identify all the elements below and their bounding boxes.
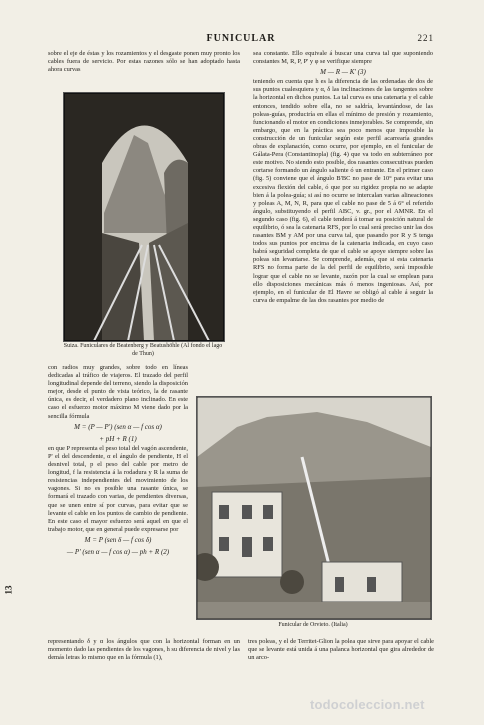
funicular-tunnel-photo: [63, 92, 225, 342]
tunnel-illustration: [64, 93, 224, 341]
paragraph: representando δ y α los ángulos que con la horizontal forman en un momento dado las pendientes de los vagones, h su diferencia de nivel y las demás letras lo mismo que en la fórmula (1),: [48, 638, 240, 662]
paragraph: sobre el eje de éstas y los rozamientos y el desgaste ponen muy pronto los cables fuera de servicio. Por estas razones sólo se han adoptado hasta ahora curvas: [48, 50, 240, 74]
orvieto-funicular-photo: [196, 396, 432, 620]
page-header: [48, 33, 434, 47]
paragraph: sea constante. Ello equivale á buscar una curva tal que suponiendo constantes M, R, P, P' y φ se verifique siempre: [253, 50, 433, 66]
formula-1-line-1: M = (P — P') (sen α — f cos α): [74, 422, 162, 431]
paragraph: en que P representa el peso total del vagón ascendente, P' el del descendente, α el ángulo de pendiente, H el desnivel total, p el peso del cable por metro de longitud, f la resistencia á la rodadura y R la suma de resistencias independientes del movimiento de los vagones. Si no es posible una rasante única, se formará el trazado con varias, de pendientes diversas, que se unen entre sí por curvas, para evitar que se levante el cable en los puntos de cambio de pendiente. En este caso el mayor esfuerzo será aquel en que el trabajo motor, que en general puede expresarse por: [48, 444, 188, 533]
right-column-bottom: [248, 638, 434, 662]
formula-2-line-1: M = P (sen δ — f cos δ): [84, 535, 152, 544]
page-title: FUNICULAR: [206, 33, 276, 44]
figure-caption-1: Suiza. Funiculares de Beatenberg y Beatushöhle (Al fondo el lago de Thun): [63, 343, 223, 357]
orvieto-illustration: [197, 397, 431, 619]
formula-2-line-2: — P' (sen α — f cos α) — ph + R (2): [66, 547, 170, 556]
watermark-logo: todocoleccion.net: [310, 697, 425, 712]
paragraph: tres poleas, y el de Territet-Glion la polea que sirve para apoyar el cable que se levante está unida á una palanca horizontal que gira alrededor de un arco-: [248, 638, 434, 662]
paragraph: con radios muy grandes, sobre todo en líneas dedicadas al tráfico de viajeros. El trazado del perfil longitudinal depende del terreno, siendo la disposición mejor, desde el punto de vista teórico, la de rasante única, es decir, el verdadero plano inclinado. En este caso el esfuerzo motor máximo M viene dado por la sencilla fórmula: [48, 364, 188, 420]
right-column-top: [253, 50, 433, 305]
formula-1-line-2: + pH + R (1): [99, 434, 137, 443]
paragraph: teniendo en cuenta que h es la diferencia de las ordenadas de dos de sus puntos cualesquiera y α, δ las inclinaciones de las tangentes sobre la horizontal en dichos puntos. La tal curva es una catenaria y el cable entonces, tendido sobre ella, no se saldría, levantándose, de las poleas-guías, produciría en ellas el mínimo de presión y rozamiento, funcionando el motor en condiciones inmejorables. Se comprende, sin embargo, que en la práctica sea poco menos que imposible la construcción de un funicular según este perfil acarrearía grandes obras de explanación, como ocurre, por ejemplo, en el funicular de Gálata-Pera (Constantinopla) (fig. 4) que va todo en subterráneo por este motivo. No siendo esto posible, dos rasantes consecutivas pueden cortarse formando un ángulo saliente ó un entrante. En el primer caso (fig. 5) conviene que el ángulo B'BC no pase de 10° para evitar una excesiva flexión del cable, ó que por su rigidez propia no se adapte bien á la polea-guía; si así no ocurre se intercalan varias alineaciones y poleas A, M, N, R, para que el cable no pase de 5 á 6° el referido ángulo, substituyendo el perfil ABC, v. gr., por el AMNR. En el segundo caso (fig. 6), el cable tenderá á tomar su posición natural de equilibrio, ó sea la catenaria RFS, por lo cual será preciso unir las dos rasantes BM y AM por una curva tal, que pasando por R y S tenga todos sus puntos por encima de la catenaria indicada, en cuyo caso habrá seguridad completa de que el cable se apoye siempre sobre las poleas sin levantarse. Se comprende, además, que si esta catenaria RFS no forma parte de la del perfil de equilibrio, será imposible lograr que el cable no se levante, razón por la cual se emplean para ello disposiciones mecánicas más ó menos ingeniosas. Así, por ejemplo, en el funicular de El Havre se obligó al cable á seguir la curva de empalme de las dos rasantes por medio de: [253, 78, 433, 304]
formula-3: M — R — K' (3): [320, 68, 366, 77]
left-column-bottom: [48, 638, 240, 662]
page-number: 221: [417, 33, 434, 43]
left-column-middle: [48, 364, 188, 558]
margin-mark: 13: [3, 585, 14, 595]
left-column-top: [48, 50, 240, 74]
figure-caption-2: Funicular de Orvieto. (Italia): [278, 622, 348, 628]
